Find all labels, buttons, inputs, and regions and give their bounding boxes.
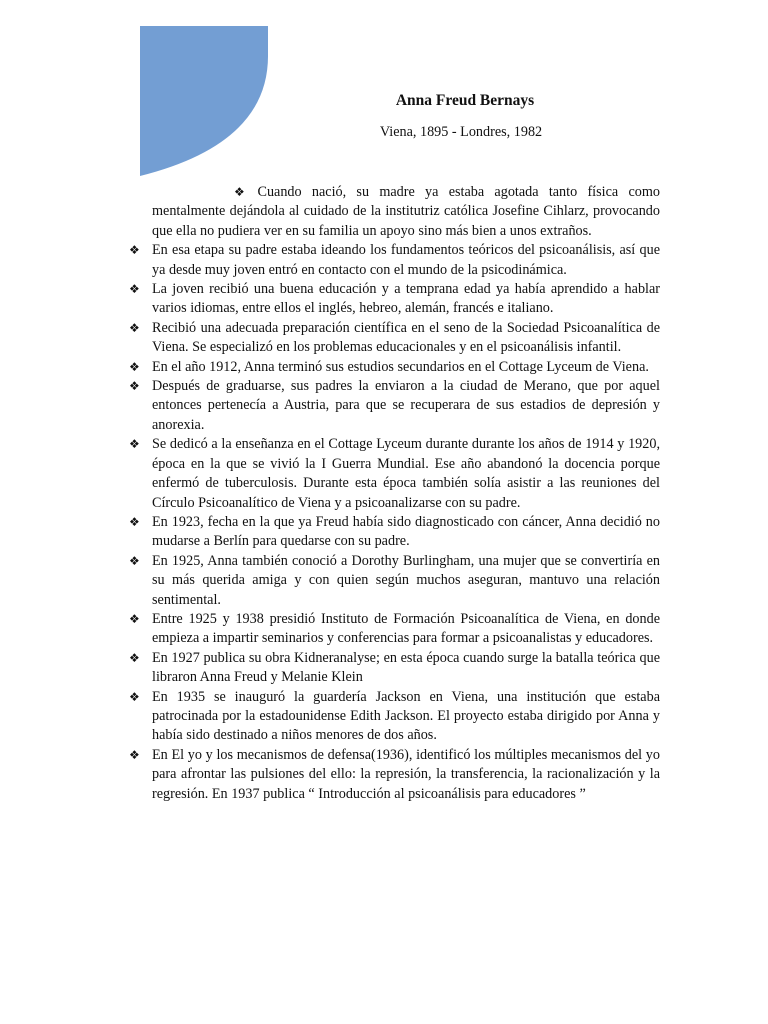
bullet-paragraph [129,552,660,610]
bullet-icon: ❖ [129,611,140,626]
bullet-icon: ❖ [129,379,140,394]
paragraph-text: En 1927 publica su obra Kidneranalyse; en esta época cuando surge la batalla teórica que libraron Anna Freud y Melanie Klein [152,649,660,686]
first-paragraph [152,183,660,241]
bullet-paragraph [129,358,660,377]
paragraph-text: En 1925, Anna también conoció a Dorothy Burlingham, una mujer que se convertiría en su más querida amiga y con quien según muchos aseguran, mantuvo una relación sentimental. [152,552,660,608]
bullet-paragraph [129,688,660,746]
bullet-paragraph [129,746,660,804]
bullet-icon: ❖ [129,553,140,568]
bullet-icon: ❖ [129,282,140,297]
paragraph-text: En 1923, fecha en la que ya Freud había sido diagnosticado con cáncer, Anna decidió no mudarse a Berlín para quedarse con su padre. [152,513,660,550]
paragraph-text: En 1935 se inauguró la guardería Jackson en Viena, una institución que estaba patrocinada por la estadounidense Edith Jackson. El proyecto estaba dirigido por Anna y había sido destinado a niños menores de dos años. [152,688,660,744]
first-paragraph-text: Cuando nació, su madre ya estaba agotada tanto física como mentalmente dejándola al cuidado de la institutriz católica Josefine Cihlarz, provocando que ella no pudiera ver en su familia un apoyo sino más bien a unos extraños. [152,184,660,239]
bullet-icon: ❖ [129,359,140,374]
bullet-icon: ❖ [234,185,252,199]
paragraph-text: En esa etapa su padre estaba ideando los fundamentos teóricos del psicoanálisis, así que ya desde muy joven entró en contacto con el mundo de la psicodinámica. [152,242,660,278]
bullet-icon: ❖ [129,320,140,335]
bullet-paragraph [129,649,660,688]
document-subtitle: Viena, 1895 - Londres, 1982 [379,124,543,140]
bullet-icon: ❖ [129,747,140,762]
paragraph-text: Recibió una adecuada preparación científica en el seno de la Sociedad Psicoanalítica de Viena. Se especializó en los problemas educacionales y en el psicoanálisis infantil. [152,319,660,356]
bullet-icon: ❖ [129,243,140,258]
bullet-paragraph [129,377,660,435]
document-title: Anna Freud Bernays [395,92,535,109]
bullet-paragraph [129,319,660,358]
paragraph-text: En El yo y los mecanismos de defensa(1936), identificó los múltiples mecanismos del yo para afrontar las pulsiones del ello: la represión, la transferencia, la racionalización y la regresión. En 1937 publica “ Introducción al psicoanálisis para educadores ” [152,746,660,802]
bullet-paragraph [129,241,660,280]
bullet-icon: ❖ [129,650,140,665]
bullet-icon: ❖ [129,689,140,704]
bullet-icon: ❖ [129,514,140,529]
paragraph-text: Entre 1925 y 1938 presidió Instituto de Formación Psicoanalítica de Viena, en donde empieza a impartir seminarios y conferencias para formar a psicoanalistas y educadores. [152,610,660,647]
paragraph-text: Se dedicó a la enseñanza en el Cottage Lyceum durante durante los años de 1914 y 1920, época en la que se vivió la I Guerra Mundial. Ese año abandonó la docencia porque enfermó de tuberculosis. Durante esta época también solía asistir a las reuniones del Círculo Psicoanalítico de Viena y a psicoanalizarse con su padre. [152,436,660,511]
bullet-paragraph [129,280,660,319]
bullet-paragraph [129,435,660,513]
bullet-paragraph [129,610,660,649]
paragraph-text: La joven recibió una buena educación y a temprana edad ya había aprendido a hablar varios idiomas, entre ellos el inglés, hebreo, alemán, francés e italiano. [152,281,660,317]
paragraph-text: En el año 1912, Anna terminó sus estudios secundarios en el Cottage Lyceum de Viena. [152,358,649,375]
decorative-shape [140,26,268,176]
bullet-paragraph [129,513,660,552]
paragraph-text: Después de graduarse, sus padres la enviaron a la ciudad de Merano, que por aquel entonces pertenecía a Austria, para que se recuperara de sus estadios de depresión y anorexia. [152,378,660,433]
document-body [129,183,660,804]
bullet-icon: ❖ [129,437,140,452]
